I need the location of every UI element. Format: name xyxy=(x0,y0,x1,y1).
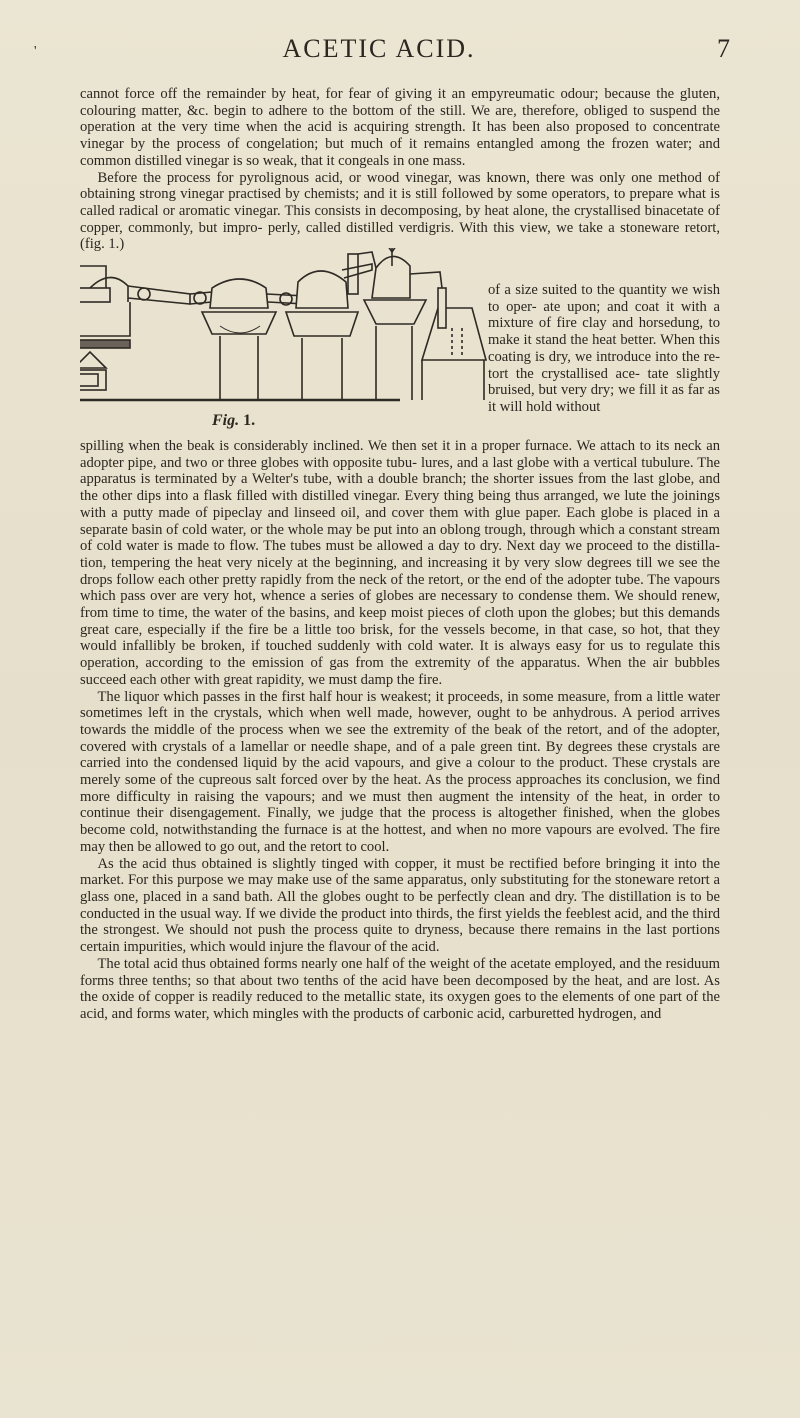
paragraph: The total acid thus obtained forms nearly one half of the weight of the acetate employed, and the residuum forms three tenths; so that about two tenths of the acid have been decomposed by the heat, and are lost. As the oxide of copper is readily reduced to the metallic state, its oxygen goes to the elements of one part of the acid, and forms water, which mingles with the products of carbonic acid, carburetted hydrogen, and xyxy=(80,955,720,1022)
text-block-bottom xyxy=(80,438,720,1023)
paragraph: The liquor which passes in the first half hour is weakest; it proceeds, in some measure, from a little water sometimes left in the crystals, which when well made, however, ought to be anhydrous. A period arrives towards the middle of the process when we see the extremity of the beak of the retort, and of the adopter, covered with crystals of a lamellar or needle shape, and of a pale green tint. By degrees these crystals are carried into the condensed liquid by the acid vapours, and give a colour to the product. These crystals are merely some of the cupreous salt forced over by the heat. As the process approaches its conclusion, we find more difficulty in raising the vapours; and we must then augment the intensity of the heat, in order to continue their disengagement. Finally, we judge that the process is altogether finished, when the globes become cold, notwithstanding the furnace is at the hottest, and when no more vapours are evolved. The fire may then be allowed to go out, and the retort to cool. xyxy=(80,688,720,855)
printer-mark: ' xyxy=(34,44,37,59)
paragraph: spilling when the beak is considerably inclined. We then set it in a proper furnace. We attach to its neck an adopter pipe, and two or three globes with opposite tubu- lures, and a last globe with a vertical tubulure. The apparatus is terminated by a Welter's tube, with a double branch; the shorter issues from the last globe, and the other dips into a flask filled with distilled vinegar. Every thing being thus arranged, we lute the joinings with a putty made of pipeclay and linseed oil, and cover them with glue paper. Each globe is placed in a separate basin of cold water, or the whole may be put into an oblong trough, through which a constant stream of cold water is made to flow. The tubes must be allowed a day to dry. Next day we proceed to the distilla- tion, tempering the heat very nicely at the beginning, and increasing it by very slow degrees till we see the drops follow each other pretty rapidly from the neck of the retort, or the end of the adopter tube. The vapours which pass over are very hot, whence a series of globes are necessary to condense them. We should renew, from time to time, the water of the basins, and keep moist pieces of cloth upon the globes; but this demands great care, especially if the fire be a little too brisk, for the vessels become, in that case, so hot, that they would infallibly be broken, if touched suddenly with cold water. It is always easy for us to regulate this operation, according to the emission of gas from the extremity of the apparatus. When the air bubbles succeed each other with great rapidity, we must damp the fire. xyxy=(80,438,720,688)
text-beside-figure: of a size suited to the quantity we wish to oper- ate upon; and coat it with a mixture of fire clay and horsedung, to make it stand the heat better. When this coating is dry, we introduce into the re- tort the crystallised ace- tate slightly bruised, but very dry; we fill it as far as it will hold without xyxy=(488,282,720,415)
paragraph: cannot force off the remainder by heat, for fear of giving it an empyreumatic odour; because the gluten, colouring matter, &c. begin to adhere to the bottom of the still. We are, therefore, obliged to suspend the operation at the very time when the acid is acquiring strength. It has been also proposed to concentrate vinegar by the process of congelation; but much of it remains entangled among the frozen water; and common distilled vinegar is so weak, that it congeals in one mass. xyxy=(80,86,720,169)
figure-caption xyxy=(212,412,255,430)
running-header xyxy=(28,28,730,72)
figure-1-distillation-apparatus xyxy=(80,248,488,440)
figure-caption-number: 1. xyxy=(243,412,256,429)
paragraph: Before the process for pyrolignous acid, or wood vinegar, was known, there was only one method of obtaining strong vinegar practised by chemists; and it is still followed by some operators, to prepare what is called radical or aromatic vinegar. This consists in decomposing, by heat alone, the crystallised binacetate of copper, commonly, but impro- perly, called distilled verdigris. With this view, we take a stoneware retort, (fig. 1.) xyxy=(80,169,720,253)
page-number: 7 xyxy=(717,34,730,63)
page-title: ACETIC ACID. xyxy=(282,34,476,63)
figure-caption-label: Fig. xyxy=(212,412,240,429)
text-block-top xyxy=(80,86,720,253)
apparatus-illustration xyxy=(80,248,488,440)
paragraph: As the acid thus obtained is slightly tinged with copper, it must be rectified before bringing it into the market. For this purpose we may make use of the same apparatus, only substituting for the stoneware retort a glass one, placed in a sand bath. All the globes ought to be perfectly clean and dry. The distillation is to be conducted in the usual way. If we divide the product into thirds, the first yields the feeblest acid, and the third the strongest. We should not push the process quite to dryness, because there remains in the last portions certain impurities, which would injure the flavour of the acid. xyxy=(80,855,720,956)
